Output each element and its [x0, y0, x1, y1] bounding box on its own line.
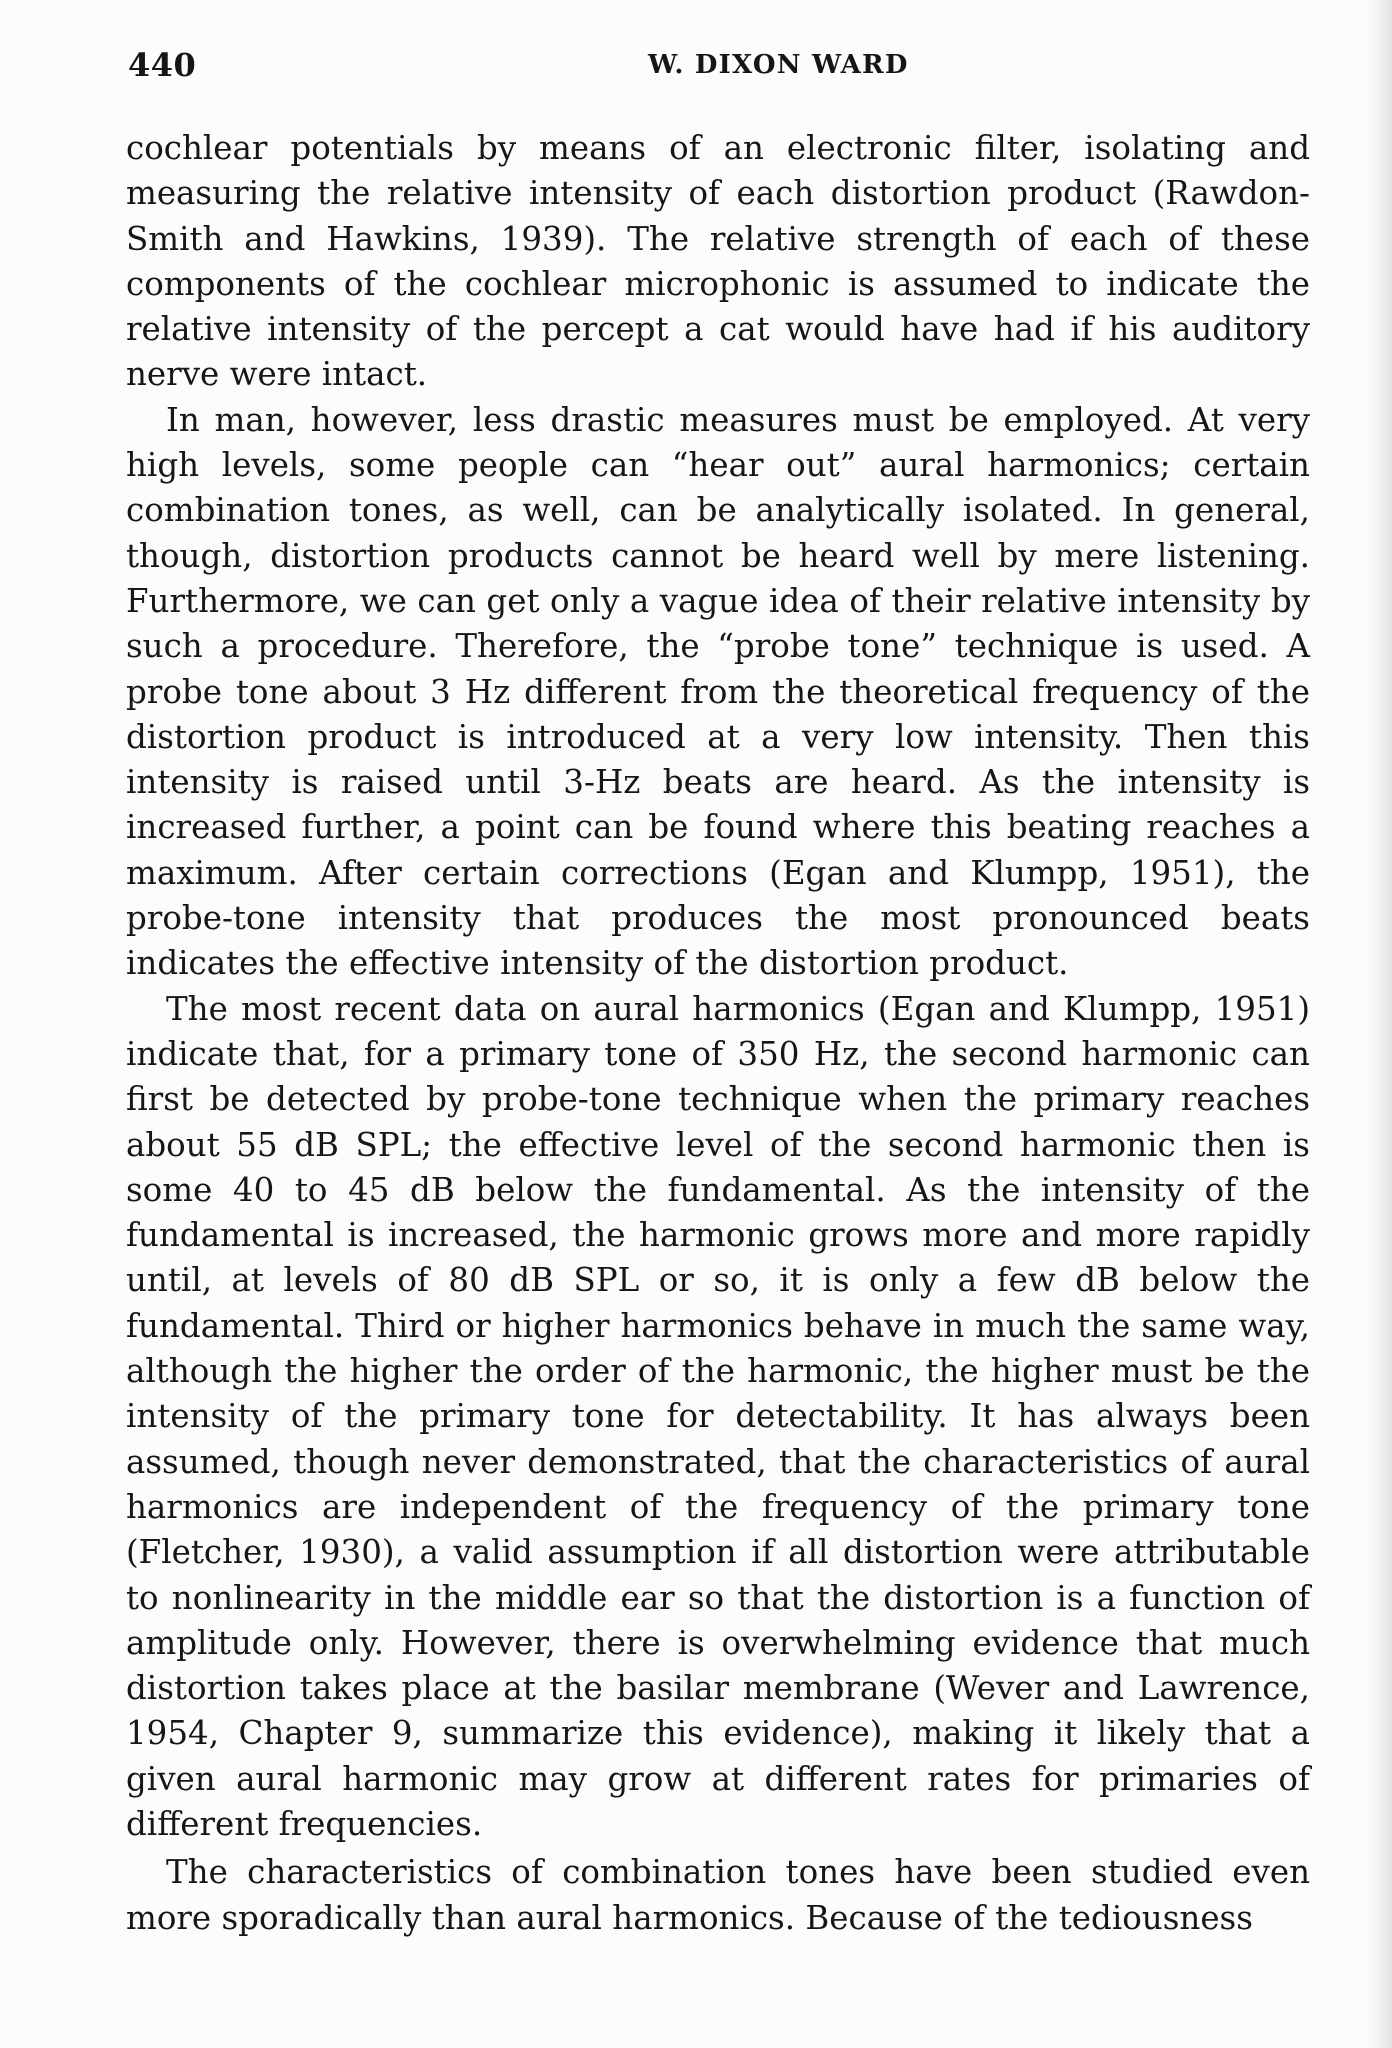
body-text — [126, 126, 1310, 1941]
paragraph-continued: cochlear potentials by means of an electronic filter, isolating and measuring the relative intensity of each distortion product (Rawdon-Smith and Hawkins, 1939). The relative strength of each of these components of the cochlear microphonic is assumed to indicate the relative intensity of the percept a cat would have had if his auditory nerve were intact. — [126, 129, 1310, 394]
page-number: 440 — [128, 46, 197, 84]
running-head — [128, 46, 1318, 92]
page-edge-shadow — [1366, 0, 1392, 2048]
paragraph-probe-tone: In man, however, less drastic measures must be employed. At very high levels, some people can “hear out” aural harmonics; certain combination tones, as well, can be analytically isolated. In general, though, distortion products cannot be heard well by mere listening. Furthermore, we can get only a vague idea of their relative intensity by such a procedure. Therefore, the “probe tone” technique is used. A probe tone about 3 Hz different from the theoretical frequency of the distortion product is introduced at a very low intensity. Then this intensity is raised until 3-Hz beats are heard. As the intensity is increased further, a point can be found where this beating reaches a maximum. After certain corrections (Egan and Klumpp, 1951), the probe-tone intensity that produces the most pronounced beats indicates the effective intensity of the distortion product. — [126, 400, 1310, 983]
paragraph-combination-tones: The characteristics of combination tones have been studied even more sporadically than aural harmonics. Because of the tediousness — [126, 1853, 1310, 1937]
paragraph-aural-harmonics: The most recent data on aural harmonics (Egan and Klumpp, 1951) indicate that, for a primary tone of 350 Hz, the second harmonic can first be detected by probe-tone technique when the primary reaches about 55 dB SPL; the effective level of the second harmonic then is some 40 to 45 dB below the fundamental. As the intensity of the fundamental is increased, the harmonic grows more and more rapidly until, at levels of 80 dB SPL or so, it is only a few dB below the fundamental. Third or higher harmonics behave in much the same way, although the higher the order of the harmonic, the higher must be the intensity of the primary tone for detectability. It has always been assumed, though never demonstrated, that the characteristics of aural harmonics are independent of the frequency of the primary tone (Fletcher, 1930), a valid assumption if all distortion were attributable to nonlinearity in the middle ear so that the distortion is a function of amplitude only. However, there is overwhelming evidence that much distortion takes place at the basilar membrane (Wever and Lawrence, 1954, Chapter 9, summarize this evidence), making it likely that a given aural harmonic may grow at different rates for primaries of different frequencies. — [126, 989, 1310, 1843]
running-head-author: W. DIXON WARD — [648, 50, 909, 80]
